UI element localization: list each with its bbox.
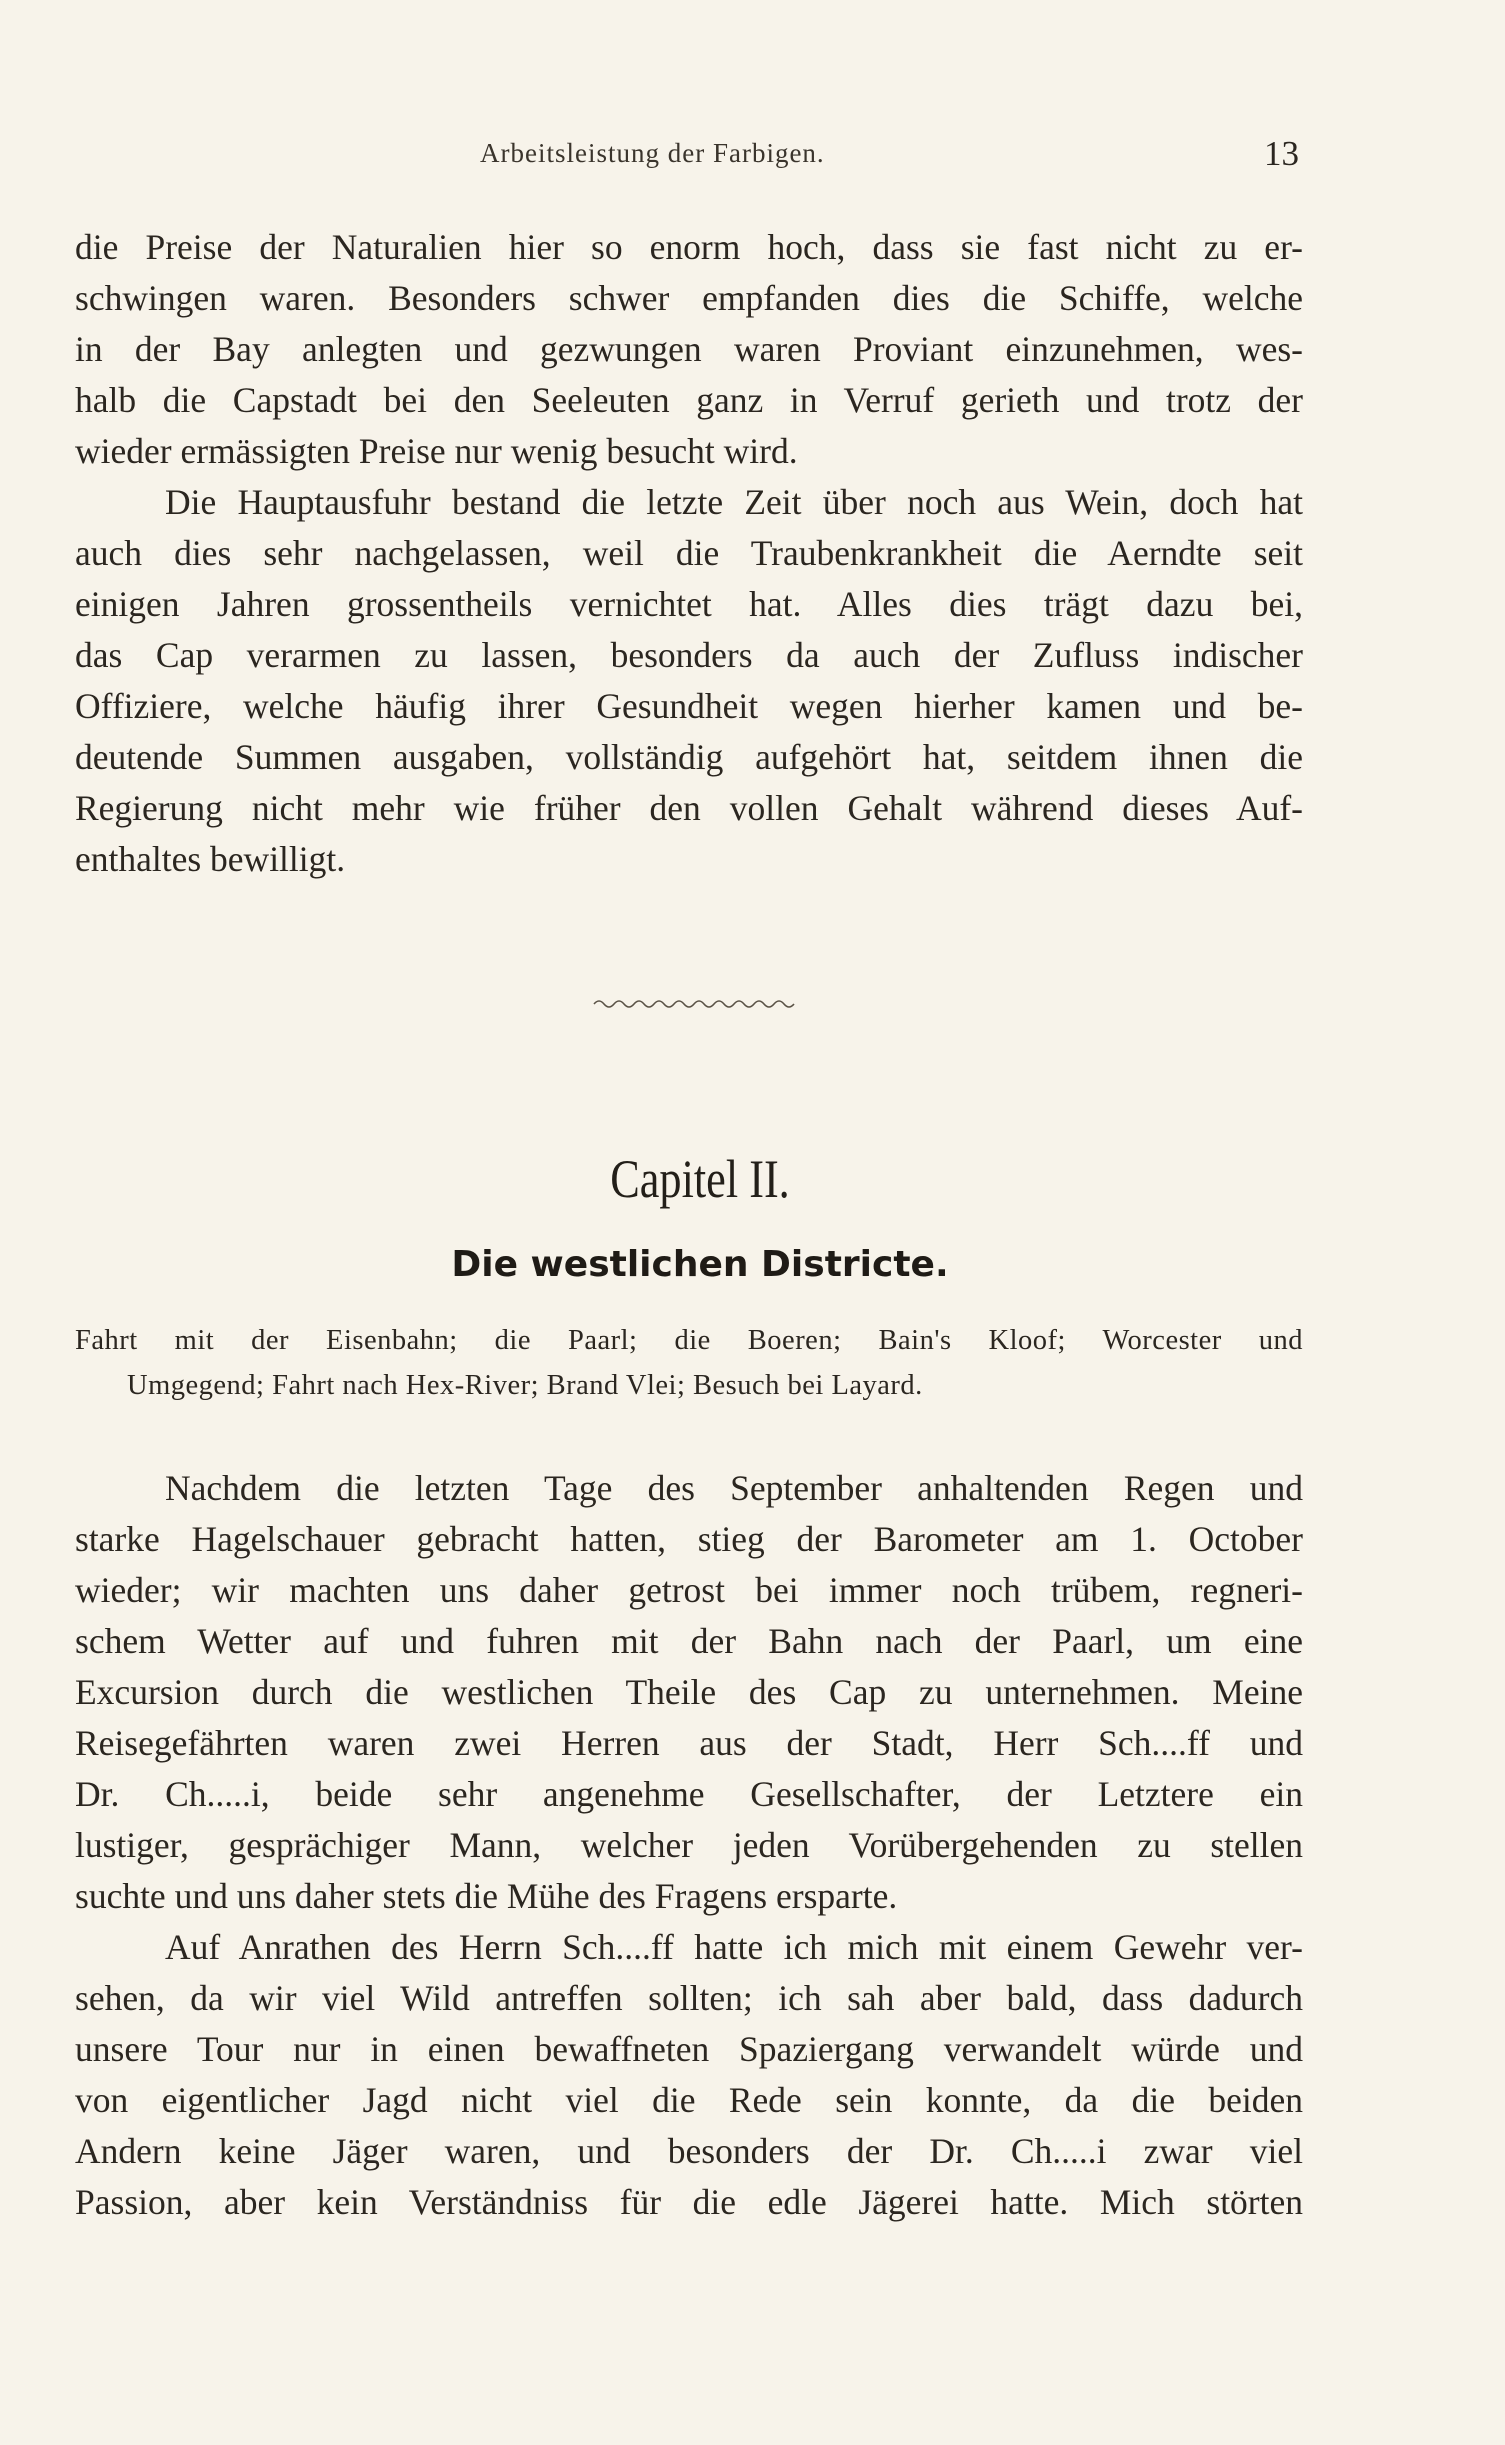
page-number: 13 xyxy=(1264,134,1299,173)
chapter-title: Capitel II. xyxy=(610,1149,790,1209)
paragraph-3 xyxy=(75,1463,1303,1922)
text-line: schwingen waren. Besonders schwer empfanden dies die Schiffe, welche xyxy=(75,278,1303,318)
text-line: Passion, aber kein Verständniss für die edle Jägerei hatte. Mich störten xyxy=(75,2182,1303,2222)
text-line: starke Hagelschauer gebracht hatten, stieg der Barometer am 1. October xyxy=(75,1519,1303,1559)
text-line: Dr. Ch.....i, beide sehr angenehme Gesellschafter, der Letztere ein xyxy=(75,1774,1303,1814)
text-line: Auf Anrathen des Herrn Sch....ff hatte ich mich mit einem Gewehr ver- xyxy=(165,1927,1303,1967)
text-line: Excursion durch die westlichen Theile des Cap zu unternehmen. Meine xyxy=(75,1672,1303,1712)
summary-line: Fahrt mit der Eisenbahn; die Paarl; die Boeren; Bain's Kloof; Worcester und xyxy=(75,1325,1303,1356)
text-line: schem Wetter auf und fuhren mit der Bahn nach der Paarl, um eine xyxy=(75,1621,1303,1661)
text-line: halb die Capstadt bei den Seeleuten ganz in Verruf gerieth und trotz der xyxy=(75,380,1303,420)
text-line: in der Bay anlegten und gezwungen waren Proviant einzunehmen, wes- xyxy=(75,329,1303,369)
text-line: Die Hauptausfuhr bestand die letzte Zeit über noch aus Wein, doch hat xyxy=(165,482,1303,522)
text-line: deutende Summen ausgaben, vollständig aufgehört hat, seitdem ihnen die xyxy=(75,737,1303,777)
text-line: Nachdem die letzten Tage des September anhaltenden Regen und xyxy=(165,1468,1303,1508)
running-head: Arbeitsleistung der Farbigen. xyxy=(480,138,825,168)
text-line: Andern keine Jäger waren, und besonders der Dr. Ch.....i zwar viel xyxy=(75,2131,1303,2171)
chapter-subtitle: Die westlichen Districte. xyxy=(451,1244,949,1285)
text-line: einigen Jahren grossentheils vernichtet hat. Alles dies trägt dazu bei, xyxy=(75,584,1303,624)
text-line: die Preise der Naturalien hier so enorm hoch, dass sie fast nicht zu er- xyxy=(75,227,1303,267)
chapter-summary xyxy=(75,1318,1303,1408)
text-line: enthaltes bewilligt. xyxy=(75,839,346,879)
text-line: Offiziere, welche häufig ihrer Gesundheit wegen hierher kamen und be- xyxy=(75,686,1303,726)
text-line: Reisegefährten waren zwei Herren aus der Stadt, Herr Sch....ff und xyxy=(75,1723,1303,1763)
paragraph-1 xyxy=(75,222,1303,477)
text-line: das Cap verarmen zu lassen, besonders da auch der Zufluss indischer xyxy=(75,635,1303,675)
text-line: wieder ermässigten Preise nur wenig besucht wird. xyxy=(75,431,798,471)
text-line: auch dies sehr nachgelassen, weil die Traubenkrankheit die Aerndte seit xyxy=(75,533,1303,573)
summary-line: Umgegend; Fahrt nach Hex-River; Brand Vlei; Besuch bei Layard. xyxy=(127,1370,923,1401)
text-line: Regierung nicht mehr wie früher den vollen Gehalt während dieses Auf- xyxy=(75,788,1303,828)
wave-ornament-icon xyxy=(592,996,798,1012)
text-line: lustiger, gesprächiger Mann, welcher jeden Vorübergehenden zu stellen xyxy=(75,1825,1303,1865)
text-line: suchte und uns daher stets die Mühe des Fragens ersparte. xyxy=(75,1876,898,1916)
text-line: sehen, da wir viel Wild antreffen sollten; ich sah aber bald, dass dadurch xyxy=(75,1978,1303,2018)
text-line: von eigentlicher Jagd nicht viel die Rede sein konnte, da die beiden xyxy=(75,2080,1303,2120)
paragraph-2 xyxy=(75,477,1303,885)
text-line: wieder; wir machten uns daher getrost bei immer noch trübem, regneri- xyxy=(75,1570,1303,1610)
paragraph-4 xyxy=(75,1922,1303,2228)
text-line: unsere Tour nur in einen bewaffneten Spaziergang verwandelt würde und xyxy=(75,2029,1303,2069)
